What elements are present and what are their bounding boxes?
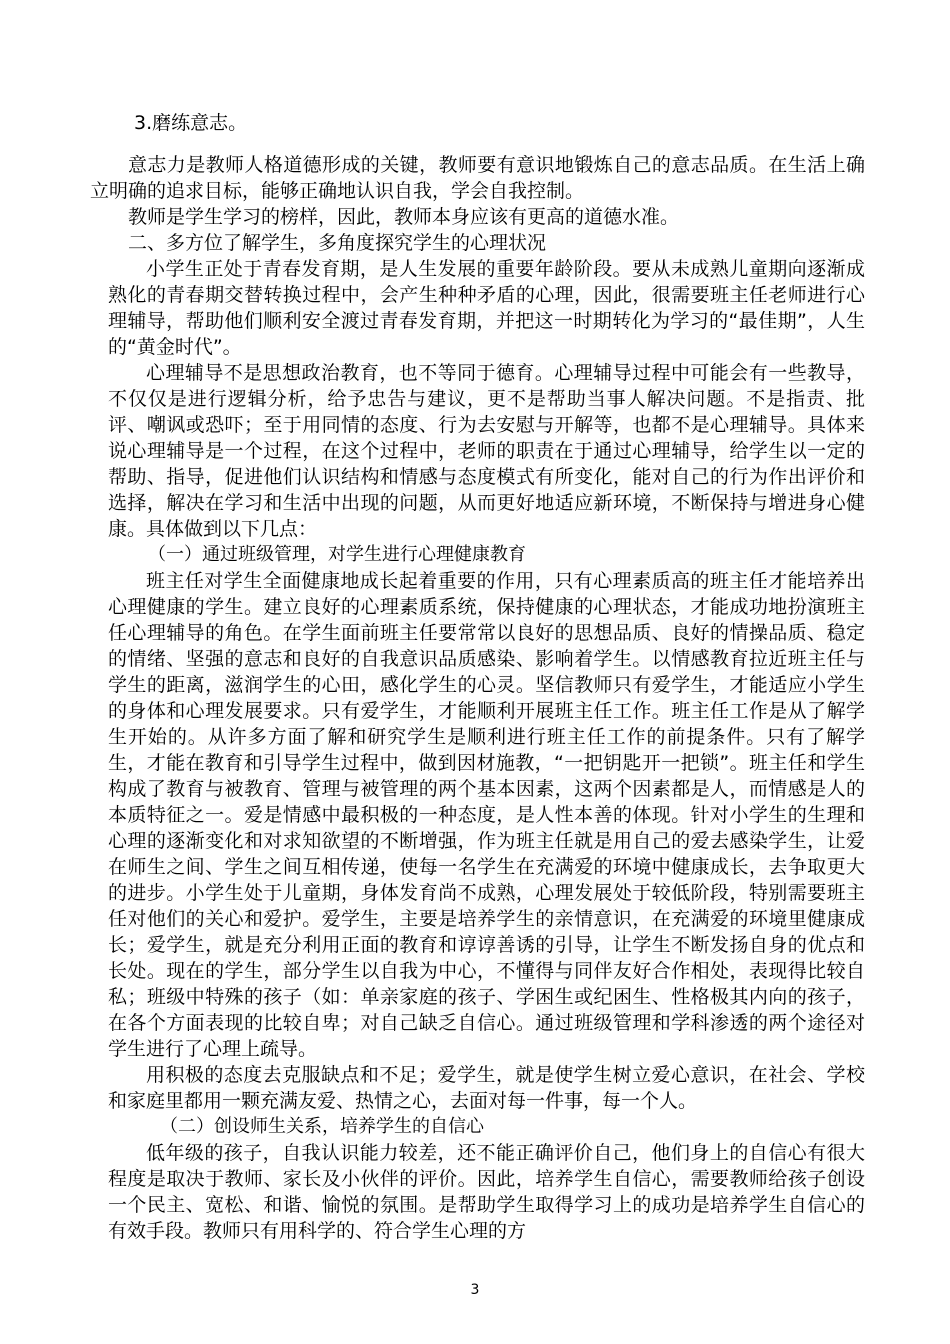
paragraph-positive-attitude: 用积极的态度去克服缺点和不足；爱学生，就是使学生树立爱心意识，在社会、学校和家庭里都用一颗充满友爱、热情之心，去面对每一件事，每一个人。 (108, 1064, 865, 1112)
paragraph-confidence: 低年级的孩子，自我认识能力较差，还不能正确评价自己，他们身上的自信心有很大程度是取决于教师、家长及小伙伴的评价。因此，培养学生自信心，需要教师给孩子创设一个民主、宽松、和谐、愉悦的氛围。是帮助学生取得学习上的成功是培养学生自信心的有效手段。教师只有用科学的、符合学生心理的方 (108, 1142, 865, 1242)
section-title: 3.磨练意志。 (134, 112, 248, 134)
subsection-two-heading: （二）创设师生关系，培养学生的自信心 (160, 1116, 484, 1137)
paragraph-class-management: 班主任对学生全面健康地成长起着重要的作用，只有心理素质高的班主任才能培养出心理健康的学生。建立良好的心理素质系统，保持健康的心理状态，才能成功地扮演班主任心理辅导的角色。在学生面前班主任要常常以良好的思想品质、良好的情操品质、稳定的情绪、坚强的意志和良好的自我意识品质感染、影响着学生。以情感教育拉近班主任与学生的距离，滋润学生的心田，感化学生的心灵。坚信教师只有爱学生，才能适应小学生的身体和心理发展要求。只有爱学生，才能顺利开展班主任工作。班主任工作是从了解学生开始的。从许多方面了解和研究学生是顺利进行班主任工作的前提条件。只有了解学生，才能在教育和引导学生过程中，做到因材施教，“一把钥匙开一把锁”。班主任和学生构成了教育与被教育、管理与被管理的两个基本因素，这两个因素都是人，而情感是人的本质特征之一。爱是情感中最积极的一种态度，是人性本善的体现。针对小学生的生理和心理的逐渐变化和对求知欲望的不断增强，作为班主任就是用自己的爱去感染学生，让爱在师生之间、学生之间互相传递，使每一名学生在充满爱的环境中健康成长，去争取更大的进步。小学生处于儿童期，身体发育尚不成熟，心理发展处于较低阶段，特别需要班主任对他们的关心和爱护。爱学生，主要是培养学生的亲情意识，在充满爱的环境里健康成长；爱学生，就是充分利用正面的教育和谆谆善诱的引导，让学生不断发扬自身的优点和长处。现在的学生，部分学生以自我为中心，不懂得与同伴友好合作相处，表现得比较自私；班级中特殊的孩子（如：单亲家庭的孩子、学困生或纪困生、性格极其内向的孩子，在各个方面表现的比较自卑；对自己缺乏自信心。通过班级管理和学科渗透的两个途径对学生进行了心理上疏导。 (108, 570, 865, 1060)
page-number: 3 (470, 1282, 480, 1298)
paragraph-counseling: 心理辅导不是思想政治教育，也不等同于德育。心理辅导过程中可能会有一些教导，不仅仅是进行逻辑分析，给予忠告与建议，更不是帮助当事人解决问题。不是指责、批评、嘲讽或恐吓；至于用同情的态度、行为去安慰与开解等，也都不是心理辅导。具体来说心理辅导是一个过程，在这个过程中，老师的职责在于通过心理辅导，给学生以一定的帮助、指导，促进他们认识结构和情感与态度模式有所变化，能对自己的行为作出评价和选择，解决在学习和生活中出现的问题，从而更好地适应新环境，不断保持与增进身心健康。具体做到以下几点： (108, 362, 865, 540)
document-body (90, 110, 865, 1244)
subsection-one-heading: （一）通过班级管理，对学生进行心理健康教育 (148, 544, 526, 565)
paragraph-role-model: 教师是学生学习的榜样，因此，教师本身应该有更高的道德水准。 (128, 206, 680, 228)
part-two-heading: 二、多方位了解学生，多角度探究学生的心理状况 (128, 232, 547, 254)
paragraph-puberty: 小学生正处于青春发育期，是人生发展的重要年龄阶段。要从未成熟儿童期向逐渐成熟化的青春期交替转换过程中，会产生种种矛盾的心理，因此，很需要班主任老师进行心理辅导，帮助他们顺利安全渡过青春发育期，并把这一时期转化为学习的“最佳期”，人生的“黄金时代”。 (108, 258, 865, 358)
paragraph-willpower: 意志力是教师人格道德形成的关键，教师要有意识地锻炼自己的意志品质。在生活上确立明确的追求目标，能够正确地认识自我，学会自我控制。 (90, 154, 865, 202)
